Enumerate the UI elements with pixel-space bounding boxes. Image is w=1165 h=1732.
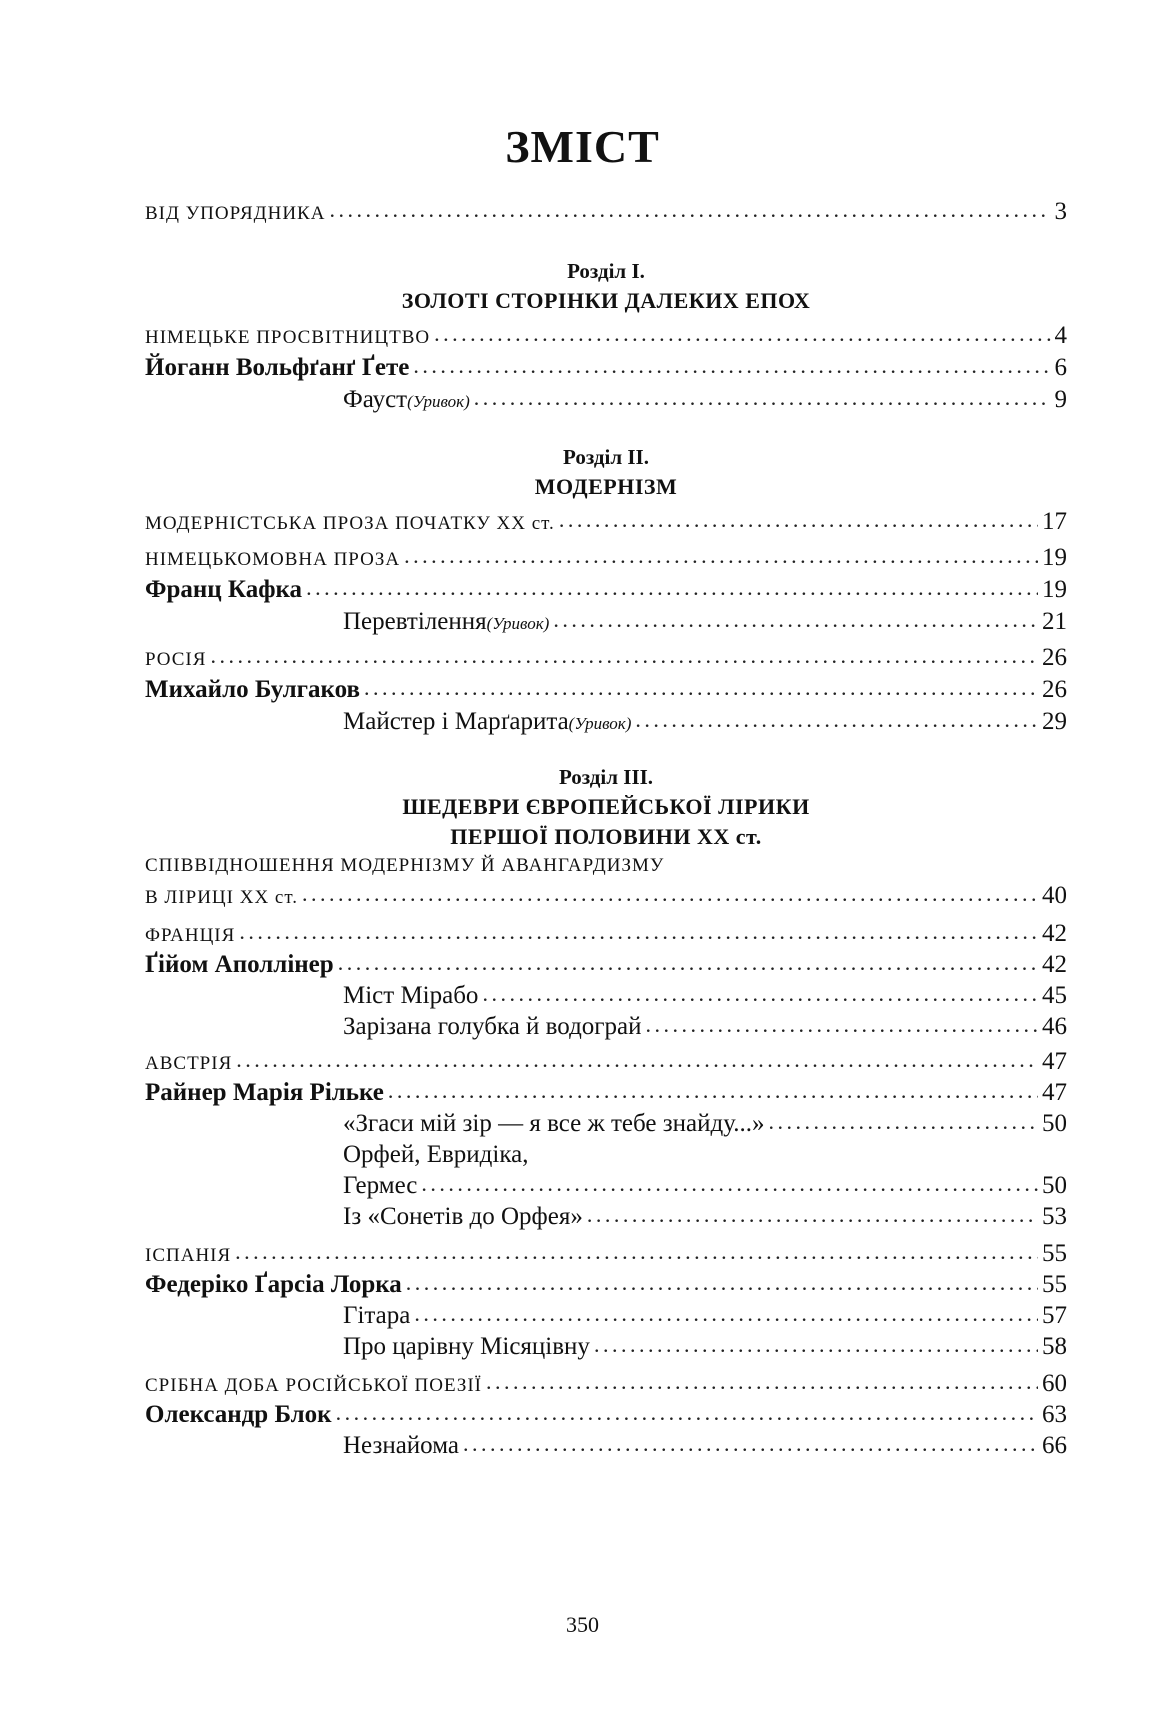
entry-title: Олександр Блок	[145, 1401, 332, 1428]
entry-page: 26	[1042, 644, 1067, 671]
entry-page: 46	[1042, 1013, 1067, 1040]
section-number: Розділ ІІ.	[563, 445, 649, 469]
section-heading	[145, 256, 1067, 316]
dot-leader	[559, 504, 1038, 536]
entry-page: 58	[1042, 1333, 1067, 1360]
dot-leader	[635, 704, 1038, 736]
table-of-contents	[145, 0, 1067, 1732]
entry-page: 47	[1042, 1079, 1067, 1106]
toc-entry[interactable]	[145, 1399, 1067, 1431]
dot-leader	[338, 947, 1038, 979]
dot-leader	[434, 318, 1050, 350]
entry-page: 9	[1054, 386, 1067, 413]
toc-entry[interactable]	[145, 674, 1067, 706]
entry-page: 29	[1042, 708, 1067, 735]
entry-title: ІСПАНІЯ	[145, 1245, 232, 1266]
toc-entry[interactable]	[343, 980, 1067, 1012]
entry-page: 6	[1054, 354, 1067, 381]
entry-title: Міст Мірабо	[343, 982, 479, 1009]
toc-entry[interactable]	[343, 1300, 1067, 1332]
entry-title: «Згаси мій зір — я все ж тебе знайду...»	[343, 1110, 765, 1137]
entry-page: 19	[1042, 576, 1067, 603]
toc-entry[interactable]	[145, 196, 1067, 230]
toc-entry[interactable]	[145, 352, 1067, 384]
dot-leader	[474, 382, 1051, 414]
entry-page: 55	[1042, 1271, 1067, 1298]
toc-entry[interactable]	[343, 1170, 1067, 1202]
entry-note: (Уривок)	[486, 614, 550, 633]
toc-entry[interactable]	[343, 606, 1067, 640]
dot-leader	[463, 1428, 1038, 1460]
toc-entry[interactable]	[145, 574, 1067, 606]
entry-page: 53	[1042, 1203, 1067, 1230]
entry-page: 19	[1042, 544, 1067, 571]
entry-title: СРІБНА ДОБА РОСІЙСЬКОЇ ПОЕЗІЇ	[145, 1375, 482, 1396]
section-heading	[145, 442, 1067, 502]
dot-leader	[587, 1199, 1038, 1231]
entry-page: 21	[1042, 608, 1067, 635]
entry-title: Майстер і Марґарита	[343, 708, 569, 735]
entry-title: Перевтілення	[343, 608, 487, 635]
section-heading	[145, 762, 1067, 852]
toc-entry[interactable]	[343, 1011, 1067, 1043]
dot-leader	[421, 1168, 1038, 1200]
dot-leader	[336, 1397, 1038, 1429]
dot-leader	[646, 1009, 1038, 1041]
dot-leader	[553, 604, 1038, 636]
toc-entry[interactable]	[145, 1269, 1067, 1301]
toc-entry[interactable]	[145, 1077, 1067, 1109]
entry-note: (Уривок)	[407, 392, 470, 411]
toc-entry[interactable]	[145, 880, 1067, 914]
entry-page: 57	[1042, 1302, 1067, 1329]
dot-leader	[329, 194, 1050, 226]
entry-page: 26	[1042, 676, 1067, 703]
entry-page: 63	[1042, 1401, 1067, 1428]
dot-leader	[236, 1044, 1038, 1076]
entry-title: Йоганн Вольфґанґ Ґете	[145, 354, 410, 381]
toc-entry[interactable]	[145, 506, 1067, 540]
entry-title: ВІД УПОРЯДНИКА	[145, 203, 326, 224]
entry-title: Франц Кафка	[145, 576, 303, 603]
entry-title: Із «Сонетів до Орфея»	[343, 1203, 583, 1230]
dot-leader	[768, 1106, 1038, 1138]
entry-page: 4	[1054, 322, 1067, 349]
entry-title: АВСТРІЯ	[145, 1053, 233, 1074]
section-number: Розділ ІІІ.	[558, 765, 654, 789]
entry-title: Ґійом Аполлінер	[145, 951, 334, 978]
dot-leader	[364, 672, 1038, 704]
toc-entry-line: СПІВВІДНОШЕННЯ МОДЕРНІЗМУ Й АВАНГАРДИЗМУ	[145, 855, 665, 876]
entry-title: Про царівну Місяцівну	[343, 1333, 590, 1360]
page-number: 350	[566, 1612, 599, 1637]
entry-title: РОСІЯ	[145, 649, 207, 670]
entry-page: 66	[1042, 1432, 1067, 1459]
toc-entry[interactable]	[343, 1108, 1067, 1140]
dot-leader	[482, 978, 1038, 1010]
entry-title: Гітара	[343, 1302, 411, 1329]
entry-page: 50	[1042, 1172, 1067, 1199]
dot-leader	[210, 640, 1038, 672]
dot-leader	[406, 1267, 1038, 1299]
entry-page: 60	[1042, 1370, 1067, 1397]
dot-leader	[413, 350, 1050, 382]
entry-page: 50	[1042, 1110, 1067, 1137]
dot-leader	[235, 1236, 1038, 1268]
entry-title: Зарізана голубка й водограй	[343, 1013, 642, 1040]
entry-page: 55	[1042, 1240, 1067, 1267]
entry-page: 47	[1042, 1048, 1067, 1075]
entry-title: Незнайома	[343, 1432, 459, 1459]
entry-page: 45	[1042, 982, 1067, 1009]
toc-entry[interactable]	[145, 320, 1067, 354]
dot-leader	[414, 1298, 1038, 1330]
section-name: МОДЕРНІЗМ	[534, 474, 678, 499]
entry-page: 3	[1054, 198, 1067, 225]
entry-page: 42	[1042, 951, 1067, 978]
dot-leader	[388, 1075, 1038, 1107]
section-number: Розділ І.	[567, 259, 645, 283]
entry-title: Федеріко Ґарсіа Лорка	[145, 1271, 402, 1298]
entry-title: ФРАНЦІЯ	[145, 925, 236, 946]
section-name: ЗОЛОТІ СТОРІНКИ ДАЛЕКИХ ЕПОХ	[401, 288, 811, 313]
dot-leader	[302, 878, 1038, 910]
entry-title: Михайло Булгаков	[145, 676, 360, 703]
section-name: ПЕРШОЇ ПОЛОВИНИ XX ст.	[450, 824, 762, 849]
entry-title: В ЛІРИЦІ XX ст.	[145, 887, 298, 908]
dot-leader	[486, 1366, 1038, 1398]
entry-title: Райнер Марія Рільке	[145, 1079, 384, 1106]
toc-entry-line: Орфей, Евридіка,	[343, 1141, 529, 1168]
entry-page: 17	[1042, 508, 1067, 535]
toc-entry[interactable]	[343, 384, 1067, 418]
entry-title: НІМЕЦЬКЕ ПРОСВІТНИЦТВО	[145, 327, 431, 348]
dot-leader	[404, 540, 1038, 572]
entry-title: МОДЕРНІСТСЬКА ПРОЗА ПОЧАТКУ XX ст.	[145, 513, 555, 534]
entry-page: 42	[1042, 920, 1067, 947]
toc-entry[interactable]	[145, 542, 1067, 576]
entry-title: Гермес	[343, 1172, 418, 1199]
entry-title: Фауст	[343, 386, 408, 413]
entry-page: 40	[1042, 882, 1067, 909]
toc-entry[interactable]	[343, 706, 1067, 740]
entry-title: НІМЕЦЬКОМОВНА ПРОЗА	[145, 549, 401, 570]
section-name: ШЕДЕВРИ ЄВРОПЕЙСЬКОЇ ЛІРИКИ	[402, 794, 810, 819]
toc-entry[interactable]	[145, 642, 1067, 676]
dot-leader	[594, 1329, 1038, 1361]
dot-leader	[306, 572, 1038, 604]
toc-entry[interactable]	[343, 1201, 1067, 1233]
toc-entry[interactable]	[343, 1331, 1067, 1363]
page-title: ЗМІСТ	[505, 121, 660, 172]
dot-leader	[239, 916, 1038, 948]
toc-entry[interactable]	[145, 949, 1067, 981]
entry-note: (Уривок)	[568, 714, 632, 733]
toc-entry[interactable]	[343, 1430, 1067, 1462]
